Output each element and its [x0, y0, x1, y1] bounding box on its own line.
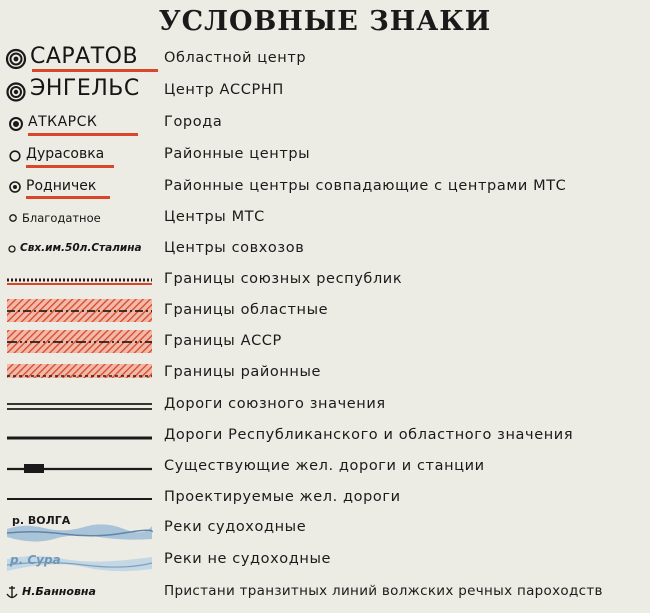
legend-description: Границы союзных республик [164, 271, 403, 287]
legend-description: Центры совхозов [164, 240, 305, 256]
legend-description: Районные центры совпадающие с центрами МТС [164, 178, 567, 194]
place-name-blagodatnoe: Благодатное [22, 211, 101, 225]
legend-row-raion-mts-centers [0, 172, 650, 203]
legend-row-oblast-borders [0, 296, 650, 327]
double-road-line-icon [4, 390, 164, 421]
legend-description: Районные центры [164, 146, 311, 162]
city-name-atkarsk: АТКАРСК [28, 114, 98, 130]
legend-row-piers [0, 577, 650, 608]
small-river-symbol [4, 545, 160, 576]
legend-row-assr-borders [0, 327, 650, 358]
legend-description: Реки судоходные [164, 519, 307, 535]
legend-row-sovkhoz-centers [0, 234, 650, 265]
union-road-symbol [4, 390, 160, 421]
legend-row-mts-centers [0, 203, 650, 234]
river-name-volga: р. ВОЛГА [12, 514, 71, 527]
raion-border-line-icon [4, 358, 164, 389]
union-border-symbol [4, 265, 160, 296]
river-name-sura: р. Сура [10, 553, 61, 567]
legend-description: Дороги союзного значения [164, 396, 386, 412]
legend-description: Города [164, 114, 223, 130]
legend-description: Центры МТС [164, 209, 265, 225]
city-name-engels: ЭНГЕЛЬС [30, 76, 140, 101]
place-name-durasovka: Дурасовка [26, 146, 105, 162]
legend-row-union-roads [0, 390, 650, 421]
oblast-border-hatch-icon [4, 296, 164, 327]
legend-description: Проектируемые жел. дороги [164, 489, 401, 505]
sovkhoz-center-symbol [4, 234, 160, 265]
oblast-center-symbol [4, 44, 160, 75]
legend-description: Реки не судоходные [164, 551, 332, 567]
raion-border-symbol [4, 358, 160, 389]
legend-description: Дороги Республиканского и областного значения [164, 427, 574, 443]
planned-railway-symbol [4, 483, 160, 514]
railway-station-icon [4, 452, 164, 483]
place-name-rodnichek: Родничек [26, 178, 97, 194]
city-name-saratov: САРАТОВ [30, 44, 139, 69]
legend-row-oblast-center [0, 44, 650, 75]
legend-row-republican-roads [0, 421, 650, 452]
thick-road-line-icon [4, 421, 164, 452]
city-symbol [4, 108, 160, 139]
legend-description: Пристани транзитных линий волжских речных пароходств [164, 583, 603, 599]
legend-row-cities [0, 108, 650, 139]
legend-row-union-borders [0, 265, 650, 296]
legend-description: Границы областные [164, 302, 329, 318]
union-border-line-icon [4, 265, 164, 296]
raion-mts-center-symbol [4, 172, 160, 203]
republican-road-symbol [4, 421, 160, 452]
legend-row-railways [0, 452, 650, 483]
assr-center-symbol [4, 76, 160, 107]
legend-row-small-rivers [0, 545, 650, 576]
navigable-river-symbol [4, 513, 160, 544]
legend-row-navigable-rivers [0, 513, 650, 544]
pier-symbol [4, 577, 160, 608]
legend-title: УСЛОВНЫЕ ЗНАКИ [158, 6, 492, 37]
railway-symbol [4, 452, 160, 483]
assr-border-hatch-icon [4, 327, 164, 358]
legend-description: Границы районные [164, 364, 322, 380]
place-name-sovkhoz: Свх.им.50л.Сталина [20, 242, 142, 254]
legend-row-raion-borders [0, 358, 650, 389]
mts-center-symbol [4, 203, 160, 234]
legend-description: Границы АССР [164, 333, 282, 349]
place-name-bannovka: Н.Банновна [22, 585, 96, 598]
assr-border-symbol [4, 327, 160, 358]
legend-description: Центр АССРНП [164, 82, 284, 98]
legend-row-planned-railways [0, 483, 650, 514]
raion-center-symbol [4, 140, 160, 171]
legend-description: Областной центр [164, 50, 307, 66]
oblast-border-symbol [4, 296, 160, 327]
legend-description: Существующие жел. дороги и станции [164, 458, 485, 474]
planned-railway-line-icon [4, 483, 164, 514]
legend-row-assr-center [0, 76, 650, 107]
legend-row-raion-centers [0, 140, 650, 171]
